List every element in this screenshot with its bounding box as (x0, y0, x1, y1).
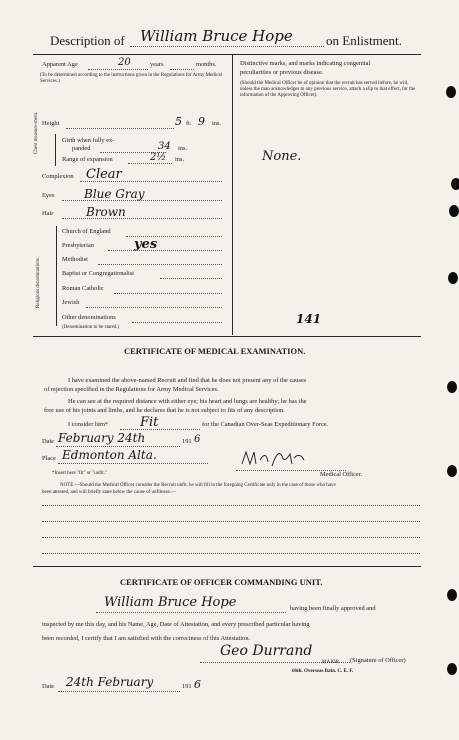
punch-hole (448, 272, 458, 284)
punch-hole (447, 663, 457, 675)
commanding-date-label: Date (42, 683, 55, 690)
expansion-ins-label: ins. (175, 156, 185, 163)
fit-rule (120, 429, 200, 430)
height-in-value: 9 (198, 115, 205, 128)
medical-para-1a: I have examined the above-named Recruit and find that he does not present any of the causes (68, 377, 307, 384)
chest-bracket (55, 134, 56, 166)
medical-date-rule (56, 446, 180, 447)
medical-para-2b: free use of his joints and limbs, and he declares that he is not subject to fits of any description. (44, 407, 285, 414)
commanding-title: CERTIFICATE OF OFFICER COMMANDING UNIT. (120, 577, 323, 587)
marks-note: (Should the Medical Officer be of opinion that the recruit has served before, he will, unless the man acknowledges to any previous service, attach a slip to that effect, for the information of the Approving Officer). (240, 81, 416, 98)
fit-value: Fit (140, 415, 159, 430)
marks-heading-1: Distinctive marks, and marks indicating congenital (240, 60, 371, 67)
recruit-name: William Bruce Hope (140, 27, 293, 45)
expansion-label: Range of expansion (62, 156, 113, 163)
roman-catholic-label: Roman Catholic (62, 285, 104, 292)
girth-value: 34 (158, 141, 171, 152)
marks-heading-2: peculiarities or previous disease. (240, 69, 324, 76)
baptist-label: Baptist or Congregationalist (62, 270, 135, 277)
presbyterian-mark: yes (134, 237, 158, 252)
medical-para-1b: of rejection specified in the Regulations for Army Medical Services. (44, 386, 219, 393)
apparent-age-label: Apparent Age (42, 61, 78, 68)
girth-ins-label: ins. (178, 145, 188, 152)
medical-year-value: 6 (194, 434, 201, 445)
unfit-cause-line (42, 537, 420, 538)
ft-label: ft. (186, 120, 192, 127)
methodist-rule (98, 264, 222, 265)
unfit-note-1: NOTE.—Should the Medical Officer consider the Recruit unfit, he will fill in the foregoing Certificate only in the case of those who have (60, 483, 336, 488)
commanding-date-rule (58, 691, 180, 692)
other-denominations-label: Other denominations (62, 314, 116, 321)
medical-officer-signature (238, 446, 308, 472)
consider-suffix: for the Canadian Over-Seas Expeditionary Force. (202, 421, 329, 428)
age-rule (88, 69, 148, 70)
commanding-signature-label: (Signature of Officer) (350, 657, 406, 664)
religion-side-label: Religious denominations. (36, 256, 41, 308)
chest-side-label: Chest measure-ment. (34, 111, 39, 154)
commanding-date-value: 24th February (66, 675, 154, 689)
months-rule (170, 69, 194, 70)
consider-prefix: I consider him* (68, 421, 109, 428)
church-of-england-label: Church of England (62, 228, 111, 235)
denomination-note: (Denomination to be stated.) (62, 325, 120, 330)
name-rule (130, 46, 324, 47)
presbyterian-label: Presbyterian (62, 242, 94, 249)
eyes-value: Blue Gray (84, 187, 145, 201)
commanding-line-2: inspected by me this day, and his Name, Age, Date of Attestation, and every prescribed particular having (42, 621, 310, 628)
commanding-name-rule (96, 612, 286, 613)
section-rule (33, 566, 421, 567)
commanding-year-prefix: 191 (182, 683, 192, 690)
baptist-rule (160, 278, 222, 279)
header-prefix: Description of (50, 33, 125, 48)
height-label: Height (42, 120, 60, 127)
commanding-year-value: 6 (194, 678, 201, 691)
punch-hole (451, 178, 459, 190)
medical-date-value: February 24th (58, 431, 146, 445)
medical-footnote: *Insert here "fit" or "unfit." (52, 471, 107, 476)
years-label: years (150, 61, 164, 68)
frame-bottom-rule (33, 336, 421, 337)
medical-officer-label: Medical Officer. (320, 471, 363, 478)
other-rule (132, 322, 222, 323)
jewish-label: Jewish (62, 299, 80, 306)
punch-hole (446, 86, 456, 98)
punch-hole (447, 465, 457, 477)
height-rule (66, 128, 174, 129)
height-ft-value: 5 (175, 115, 182, 128)
frame-divider (232, 54, 233, 335)
hair-label: Hair (42, 210, 54, 217)
eyes-label: Eyes (42, 192, 55, 199)
girth-label-1: Girth when fully ex- (62, 137, 115, 144)
punch-hole (447, 381, 457, 393)
frame-top-rule (33, 54, 421, 55)
catholic-rule (114, 293, 222, 294)
complexion-label: Complexion (42, 173, 74, 180)
regimental-mark: 141 (296, 312, 322, 326)
expansion-value: 2½ (150, 152, 167, 163)
commanding-rank: MAJOR (322, 660, 339, 665)
commanding-recruit-name: William Bruce Hope (104, 595, 237, 610)
punch-hole (449, 205, 459, 217)
unfit-note-2: been attested, and will briefly state below the cause of unfitness:— (42, 490, 176, 495)
medical-para-2a: He can see at the required distance with either eye; his heart and lungs are healthy; he has the (68, 398, 307, 405)
marks-value: None. (262, 149, 302, 164)
medical-place-rule (58, 463, 208, 464)
unfit-cause-line (42, 521, 420, 522)
complexion-value: Clear (86, 167, 122, 182)
medical-title: CERTIFICATE OF MEDICAL EXAMINATION. (124, 346, 306, 356)
religion-bracket (56, 226, 57, 326)
girth-label-2: panded (72, 145, 91, 152)
medical-place-label: Place (42, 455, 56, 462)
unfit-cause-line (42, 553, 420, 554)
commanding-line-3: been recorded, I certify that I am satisfied with the correctness of this Attestation. (42, 635, 251, 642)
medical-place-value: Edmonton Alta. (62, 448, 157, 462)
methodist-label: Methodist (62, 256, 88, 263)
presbyterian-rule (108, 250, 222, 251)
months-label: months. (196, 61, 217, 68)
expansion-rule (128, 163, 172, 164)
header-suffix: on Enlistment. (326, 33, 402, 48)
unfit-cause-line (42, 505, 420, 506)
jewish-rule (86, 307, 222, 308)
commanding-signature: Geo Durrand (220, 643, 313, 659)
punch-hole (447, 589, 457, 601)
commanding-unit: 66th. Overseas Batn. C. E. F. (292, 669, 354, 674)
medical-year-prefix: 191 (182, 438, 192, 445)
medical-date-label: Date (42, 438, 55, 445)
hair-value: Brown (86, 205, 126, 219)
ins-label: ins. (212, 120, 222, 127)
age-note: (To be determined according to the instructions given in the Regulations for Army Medical Services.) (40, 73, 222, 84)
apparent-age-value: 20 (118, 57, 131, 68)
commanding-line-1-suffix: having been finally approved and (290, 605, 376, 612)
